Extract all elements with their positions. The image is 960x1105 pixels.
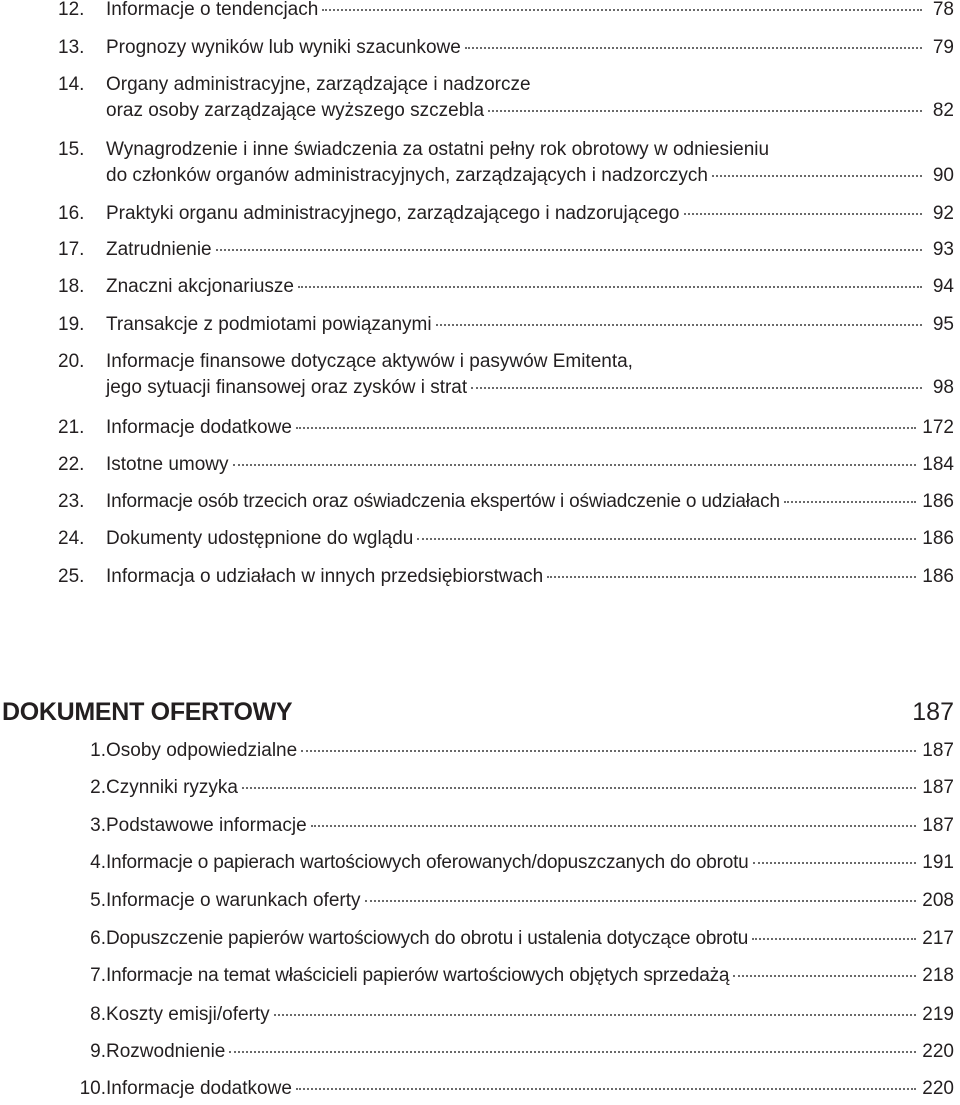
dot-leader: [712, 175, 922, 177]
entry-title: do członków organów administracyjnych, zarządzających i nadzorczych: [106, 165, 708, 186]
entry-title: oraz osoby zarządzające wyższego szczebla: [106, 100, 485, 121]
dot-leader: [274, 1014, 917, 1016]
entry-title-line1: Organy administracyjne, zarządzające i nadzorcze: [106, 74, 531, 95]
entry-title-line1: Wynagrodzenie i inne świadczenia za ostatni pełny rok obrotowy w odniesieniu: [106, 139, 770, 160]
toc-entry-13[interactable]: [58, 35, 954, 61]
entry-title: Informacje o papierach wartościowych oferowanych/dopuszczanych do obrotu: [106, 852, 749, 873]
dot-leader: [547, 576, 916, 578]
toc-entry-14[interactable]: [58, 72, 954, 124]
entry-title: Rozwodnienie: [106, 1041, 226, 1062]
entry-title: Osoby odpowiedzialne: [106, 740, 298, 761]
dot-leader: [242, 787, 916, 789]
dot-leader: [753, 862, 917, 864]
entry-page: 184: [922, 454, 954, 475]
entry-page: 90: [932, 165, 954, 186]
entry-title: Dopuszczenie papierów wartościowych do obrotu i ustalenia dotyczące obrotu: [106, 928, 749, 949]
entry-number: 9.: [90, 1041, 106, 1062]
entry-number: 1.: [90, 740, 106, 761]
toc-entry-15[interactable]: [58, 137, 954, 189]
entry-number: 14.: [58, 74, 85, 95]
dot-leader: [471, 387, 922, 389]
entry-title: Praktyki organu administracyjnego, zarządzającego i nadzorującego: [106, 203, 680, 224]
entry-title: Podstawowe informacje: [106, 815, 307, 836]
entry-page: 94: [932, 276, 954, 297]
entry-title: Informacja o udziałach w innych przedsiębiorstwach: [106, 566, 544, 587]
entry-title: Informacje dodatkowe: [106, 1078, 292, 1099]
entry-page: 98: [932, 377, 954, 398]
entry-number: 22.: [58, 454, 85, 475]
toc-entry-9[interactable]: [58, 1039, 954, 1065]
entry-title: Istotne umowy: [106, 454, 229, 475]
toc-entry-7[interactable]: [58, 963, 954, 989]
entry-title: Znaczni akcjonariusze: [106, 276, 294, 297]
toc-entry-12[interactable]: [58, 0, 954, 23]
dot-leader: [417, 538, 916, 540]
dot-leader: [436, 324, 922, 326]
entry-page: 187: [922, 815, 954, 836]
section-heading-page: 187: [912, 698, 954, 726]
dot-leader: [233, 464, 917, 466]
dot-leader: [365, 900, 917, 902]
entry-number: 7.: [90, 965, 106, 986]
entry-number: 23.: [58, 491, 85, 512]
entry-number: 8.: [90, 1004, 106, 1025]
dot-leader: [684, 213, 923, 215]
entry-title: Informacje o warunkach oferty: [106, 890, 361, 911]
toc-entry-3[interactable]: [58, 813, 954, 839]
dot-leader: [465, 47, 922, 49]
toc-entry-18[interactable]: [58, 274, 954, 300]
entry-page: 186: [922, 491, 954, 512]
entry-page: 186: [922, 528, 954, 549]
entry-number: 20.: [58, 351, 85, 372]
toc-entry-20[interactable]: [58, 349, 954, 401]
entry-number: 24.: [58, 528, 85, 549]
toc-entry-4[interactable]: [58, 850, 954, 876]
toc-entry-23[interactable]: [58, 489, 954, 515]
entry-page: 217: [922, 928, 954, 949]
entry-page: 208: [922, 890, 954, 911]
toc-entry-16[interactable]: [58, 201, 954, 227]
entry-page: 93: [932, 239, 954, 260]
entry-number: 5.: [90, 890, 106, 911]
dot-leader: [752, 938, 916, 940]
dot-leader: [784, 501, 916, 503]
entry-title: Czynniki ryzyka: [106, 777, 238, 798]
entry-page: 191: [922, 852, 954, 873]
dot-leader: [322, 9, 922, 11]
entry-page: 187: [922, 777, 954, 798]
entry-number: 25.: [58, 566, 85, 587]
dot-leader: [296, 427, 916, 429]
entry-title: Zatrudnienie: [106, 239, 212, 260]
entry-title-line1: Informacje finansowe dotyczące aktywów i pasywów Emitenta,: [106, 351, 633, 372]
entry-number: 4.: [90, 852, 106, 873]
toc-entry-6[interactable]: [58, 926, 954, 952]
entry-page: 187: [922, 740, 954, 761]
entry-page: 95: [932, 314, 954, 335]
dot-leader: [311, 825, 917, 827]
entry-title: Informacje o tendencjach: [106, 0, 319, 20]
entry-page: 78: [932, 0, 954, 20]
entry-page: 220: [922, 1041, 954, 1062]
toc-entry-22[interactable]: [58, 452, 954, 478]
entry-title: jego sytuacji finansowej oraz zysków i strat: [106, 377, 468, 398]
toc-entry-21[interactable]: [58, 415, 954, 441]
entry-number: 13.: [58, 37, 85, 58]
toc-entry-25[interactable]: [58, 564, 954, 590]
toc-entry-10[interactable]: [58, 1076, 954, 1102]
entry-title: Informacje osób trzecich oraz oświadczenia ekspertów i oświadczenie o udziałach: [106, 491, 780, 512]
toc-entry-5[interactable]: [58, 888, 954, 914]
entry-number: 2.: [90, 777, 106, 798]
toc-entry-17[interactable]: [58, 237, 954, 263]
toc-entry-24[interactable]: [58, 526, 954, 552]
entry-number: 10.: [79, 1078, 106, 1099]
dot-leader: [733, 975, 916, 977]
entry-title: Prognozy wyników lub wyniki szacunkowe: [106, 37, 461, 58]
entry-number: 18.: [58, 276, 85, 297]
entry-page: 186: [922, 566, 954, 587]
entry-number: 15.: [58, 139, 85, 160]
toc-entry-8[interactable]: [58, 1002, 954, 1028]
entry-page: 220: [922, 1078, 954, 1099]
toc-entry-1[interactable]: [58, 738, 954, 764]
dot-leader: [229, 1051, 916, 1053]
entry-page: 218: [922, 965, 954, 986]
entry-number: 19.: [58, 314, 85, 335]
entry-number: 3.: [90, 815, 106, 836]
dot-leader: [296, 1088, 916, 1090]
dot-leader: [301, 750, 916, 752]
entry-title: Transakcje z podmiotami powiązanymi: [106, 314, 432, 335]
entry-number: 6.: [90, 928, 106, 949]
section-heading[interactable]: [2, 696, 954, 728]
entry-title: Informacje na temat właścicieli papierów wartościowych objętych sprzedażą: [106, 965, 730, 986]
entry-page: 219: [922, 1004, 954, 1025]
entry-title: Informacje dodatkowe: [106, 417, 292, 438]
entry-page: 82: [932, 100, 954, 121]
dot-leader: [298, 286, 922, 288]
section-heading-title: DOKUMENT OFERTOWY: [2, 698, 293, 726]
entry-number: 16.: [58, 203, 85, 224]
entry-number: 17.: [58, 239, 85, 260]
entry-page: 79: [932, 37, 954, 58]
dot-leader: [488, 110, 922, 112]
dot-leader: [216, 249, 922, 251]
entry-title: Dokumenty udostępnione do wglądu: [106, 528, 414, 549]
toc-entry-2[interactable]: [58, 775, 954, 801]
entry-page: 92: [932, 203, 954, 224]
entry-number: 21.: [58, 417, 85, 438]
entry-page: 172: [922, 417, 954, 438]
entry-number: 12.: [58, 0, 85, 20]
entry-title: Koszty emisji/oferty: [106, 1004, 270, 1025]
toc-entry-19[interactable]: [58, 312, 954, 338]
